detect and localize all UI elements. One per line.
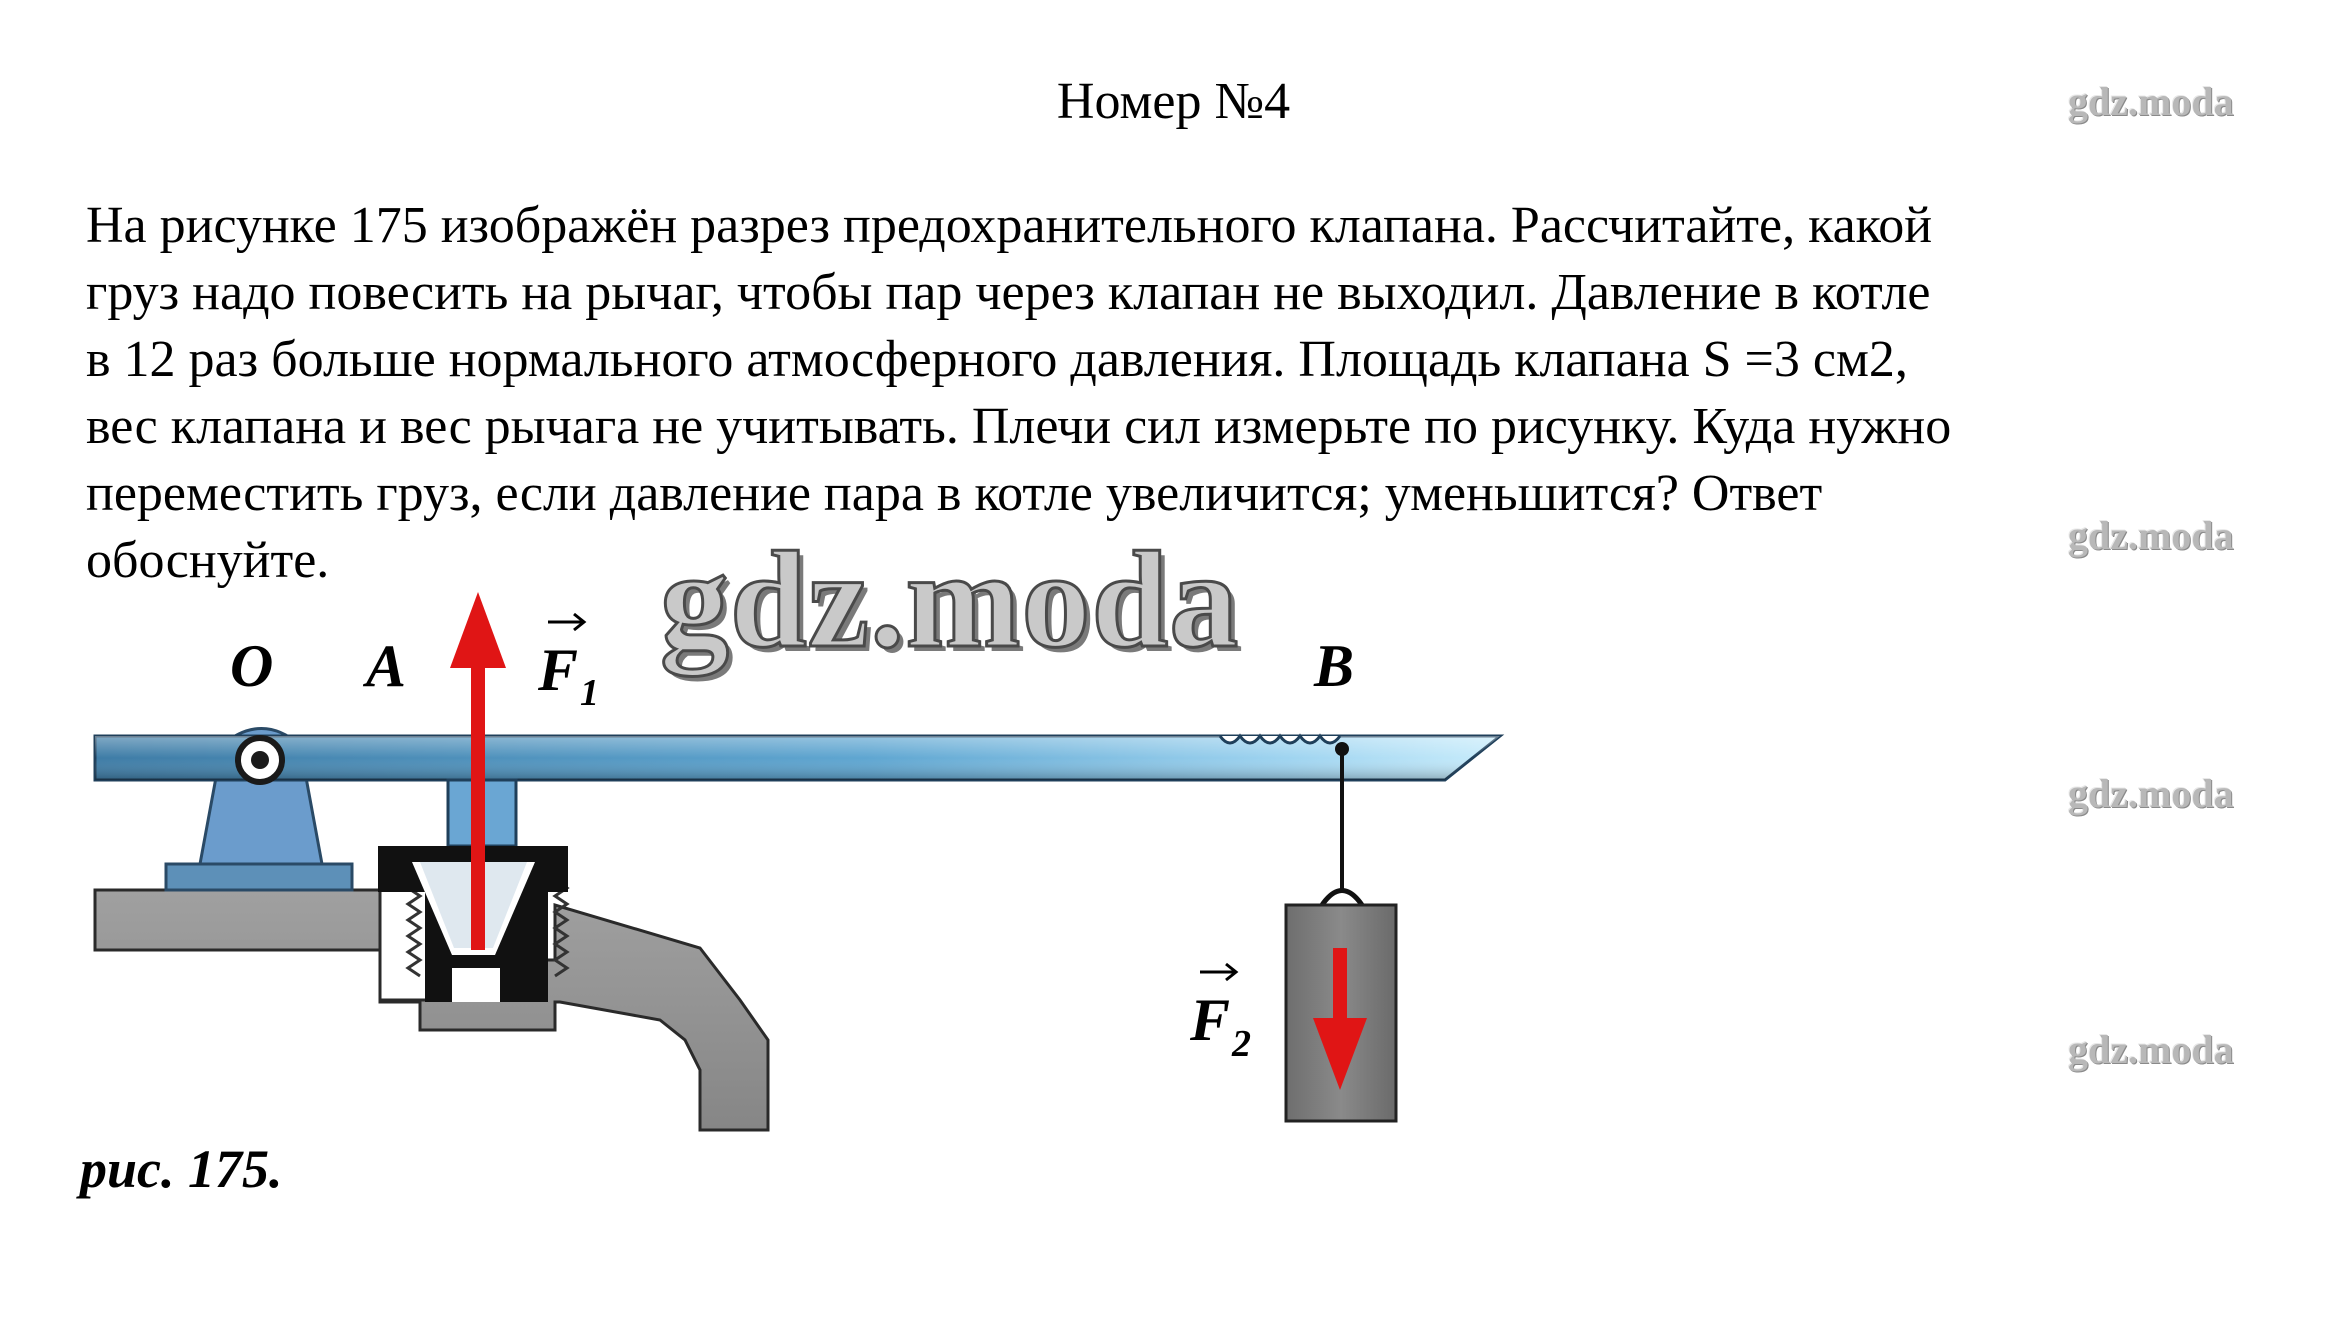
- label-f1: F: [538, 637, 579, 703]
- watermark-small: gdz.moda: [2068, 1027, 2234, 1072]
- problem-line: На рисунке 175 изображён разрез предохранительного клапана. Рассчитайте, какой: [86, 197, 1933, 254]
- watermark-logo: gdz.moda: [660, 523, 1240, 676]
- label-a: A: [366, 633, 407, 699]
- problem-line: вес клапана и вес рычага не учитывать. Плечи сил измерьте по рисунку. Куда нужно: [86, 398, 1952, 455]
- problem-line: обоснуйте.: [86, 532, 330, 589]
- problem-line: груз надо повесить на рычаг, чтобы пар через клапан не выходил. Давление в котле: [86, 264, 1931, 321]
- label-o: O: [230, 633, 274, 699]
- pivot-pin-center: [251, 751, 269, 769]
- label-f2: F: [1190, 987, 1231, 1053]
- watermark-small: gdz.moda: [2068, 79, 2234, 124]
- vector-arrow-f2: [1200, 964, 1236, 980]
- label-f1-sub: 1: [580, 672, 599, 714]
- problem-line: переместить груз, если давление пара в котле увеличится; уменьшится? Ответ: [86, 465, 1823, 522]
- figure-caption: рис. 175.: [80, 1139, 283, 1199]
- problem-line: в 12 раз больше нормального атмосферного давления. Площадь клапана S =3 см2,: [86, 331, 1908, 388]
- weight-loop: [1322, 891, 1362, 906]
- page-title: Номер №4: [1056, 73, 1291, 130]
- label-b: B: [1314, 633, 1355, 699]
- watermark-small: gdz.moda: [2068, 513, 2234, 558]
- watermark-small: gdz.moda: [2068, 771, 2234, 816]
- vector-arrow-f1: [548, 614, 584, 630]
- force-f1-head: [450, 592, 506, 668]
- valve-port: [452, 968, 500, 1002]
- pivot-plate: [166, 864, 352, 890]
- label-f2-sub: 2: [1232, 1023, 1251, 1065]
